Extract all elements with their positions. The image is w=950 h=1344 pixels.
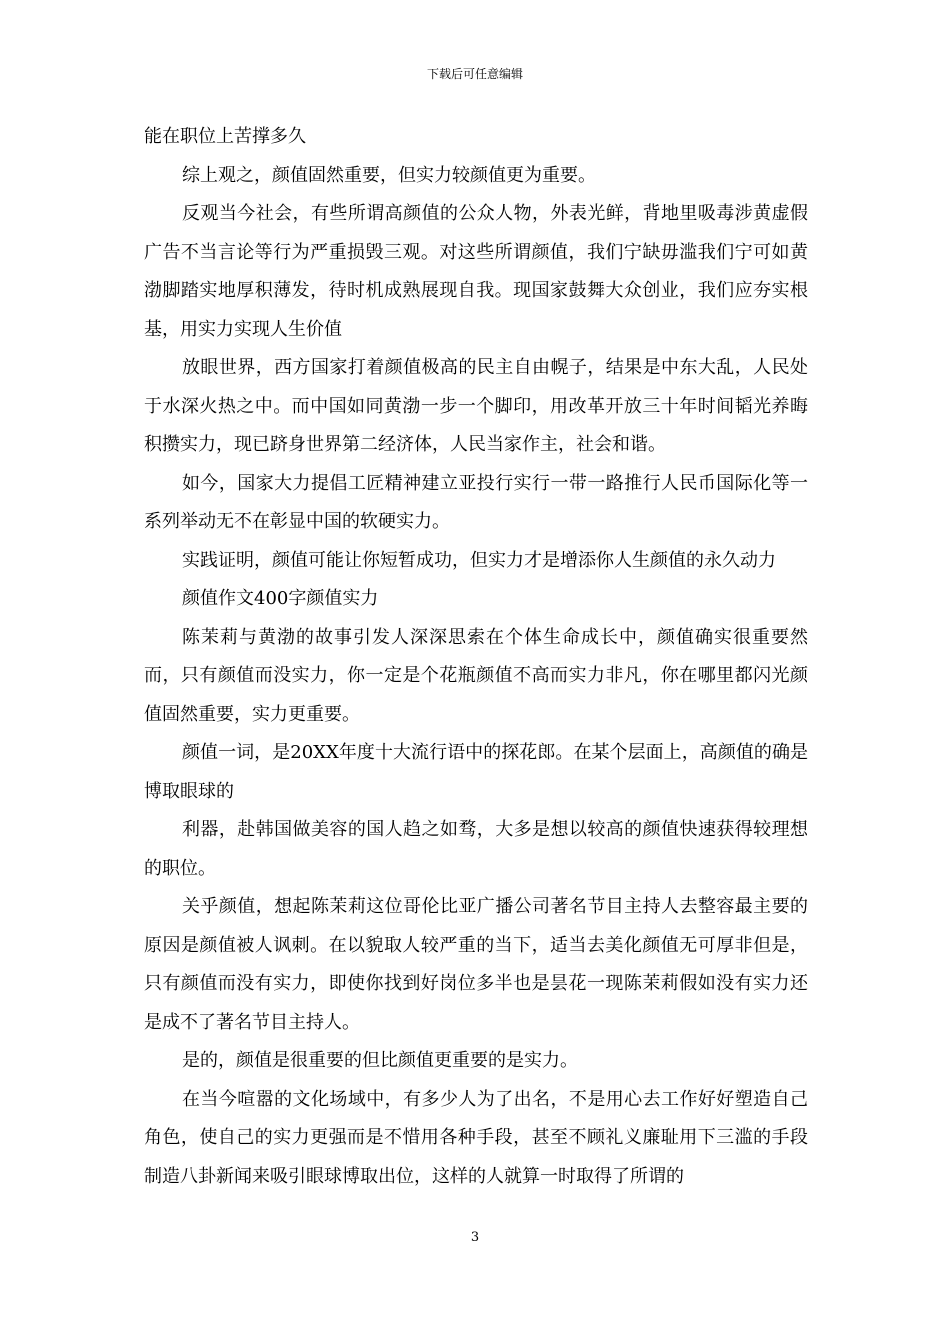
- section-heading: 颜值作文400字颜值实力: [182, 588, 379, 609]
- page-number: 3: [470, 1230, 480, 1245]
- paragraph-11: 关乎颜值，想起陈茉莉这位哥伦比亚广播公司著名节目主持人去整容最主要的原因是颜值被人讽刺。在以貌取人较严重的当下，适当去美化颜值无可厚非但是，只有颜值而没有实力，即使你找到好岗位多半也是昙花一现陈茉莉假如没有实力还是成不了著名节目主持人。: [144, 896, 808, 1033]
- paragraph-3: 反观当今社会，有些所谓高颜值的公众人物，外表光鲜，背地里吸毒涉黄虚假广告不当言论等行为严重损毁三观。对这些所谓颜值，我们宁缺毋滥我们宁可如黄渤脚踏实地厚积薄发，待时机成熟展现自我。现国家鼓舞大众创业，我们应夯实根基，用实力实现人生价值: [144, 203, 808, 340]
- paragraph-2: 综上观之，颜值固然重要，但实力较颜值更为重要。: [182, 164, 596, 186]
- paragraph-12: 是的，颜值是很重要的但比颜值更重要的是实力。: [182, 1050, 578, 1071]
- paragraph-5: 如今，国家大力提倡工匠精神建立亚投行实行一带一路推行人民币国际化等一系列举动无不在彰显中国的软硬实力。: [144, 472, 808, 532]
- paragraph-6: 实践证明，颜值可能让你短暂成功，但实力才是增添你人生颜值的永久动力: [182, 549, 776, 571]
- paragraph-4: 放眼世界，西方国家打着颜值极高的民主自由幌子，结果是中东大乱，人民处于水深火热之中。而中国如同黄渤一步一个脚印，用改革开放三十年时间韬光养晦积攒实力，现已跻身世界第二经济体，人民当家作主，社会和谐。: [144, 357, 808, 455]
- paragraph-1: 能在职位上苦撑多久: [144, 126, 306, 147]
- paragraph-9: 颜值一词，是20XX年度十大流行语中的探花郎。在某个层面上，高颜值的确是博取眼球的: [144, 742, 808, 802]
- paragraph-10: 利器，赴韩国做美容的国人趋之如骛，大多是想以较高的颜值快速获得较理想的职位。: [144, 819, 808, 879]
- paragraph-13: 在当今喧嚣的文化场域中，有多少人为了出名，不是用心去工作好好塑造自己角色，使自己的实力更强而是不惜用各种手段，甚至不顾礼义廉耻用下三滥的手段制造八卦新闻来吸引眼球博取出位，这样的人就算一时取得了所谓的: [144, 1088, 808, 1187]
- document-body: [144, 118, 808, 1196]
- paragraph-8: 陈茉莉与黄渤的故事引发人深深思索在个体生命成长中，颜值确实很重要然而，只有颜值而没实力，你一定是个花瓶颜值不高而实力非凡，你在哪里都闪光颜值固然重要，实力更重要。: [144, 626, 808, 725]
- page-header: 下载后可任意编辑: [426, 67, 523, 81]
